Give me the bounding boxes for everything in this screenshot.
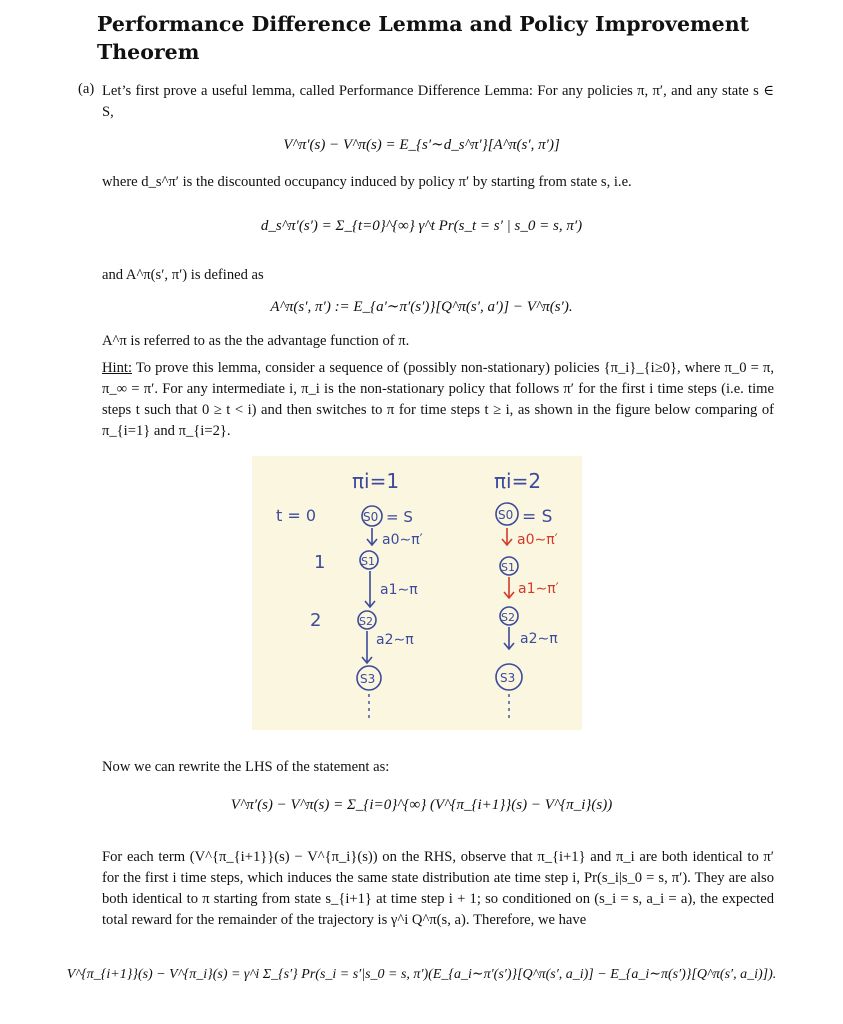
state-s3-col1: S3: [360, 672, 376, 686]
advantage-paragraph: A^π is referred to as the the advantage function of π.: [102, 333, 410, 349]
col2-header: πi=2: [494, 469, 542, 493]
equation-5: V^{π_{i+1}}(s) − V^{π_i}(s) = γ^i Σ_{s′} Pr(s_i = s′|s_0 = s, π′)(E_{a_i∼π′(s′)}[Q^π(s′, a_i)] − E_{a_i∼π(s′)}[Q^π(s′, a_i)]).: [66, 967, 777, 982]
action-col2-1: a1∼π′: [518, 581, 559, 597]
time-label-1: 1: [314, 552, 326, 573]
state-s0-col2: S0: [498, 508, 514, 522]
state-s2-col2: S2: [501, 611, 515, 624]
col1-start: = S: [386, 508, 413, 526]
action-col2-0: a0∼π′: [517, 532, 558, 548]
hint-paragraph: [102, 358, 774, 442]
col2-start: = S: [522, 507, 553, 527]
col1-header: πi=1: [352, 469, 400, 493]
state-s2-col1: S2: [359, 615, 373, 628]
state-s1-col2: S1: [501, 561, 515, 574]
equation-3: A^π(s′, π′) := E_{a′∼π′(s′)}[Q^π(s′, a′)] − V^π(s′).: [270, 299, 573, 315]
time-label-0: t = 0: [276, 506, 317, 525]
equation-1: V^π′(s) − V^π(s) = E_{s′∼d_s^π′}[A^π(s′, π′)]: [283, 137, 560, 153]
and-paragraph: and A^π(s′, π′) is defined as: [102, 267, 264, 283]
state-s3-col2: S3: [500, 671, 516, 685]
time-label-2: 2: [310, 610, 322, 631]
policy-comparison-figure: [252, 456, 582, 730]
action-col1-0: a0∼π′: [382, 532, 423, 548]
part-label: (a): [78, 81, 95, 97]
equation-2: d_s^π′(s′) = Σ_{t=0}^{∞} γ^t Pr(s_t = s′ | s_0 = s, π′): [260, 218, 583, 234]
state-s1-col1: S1: [361, 555, 375, 568]
column-2: [496, 503, 559, 718]
each-term-paragraph: For each term (V^{π_{i+1}}(s) − V^{π_i}(s)) on the RHS, observe that π_{i+1} and π_i are both identical to π′ for the first i time steps, which induces the same state distribution ate time step i, Pr(s_i|s_0 = s, π′). They are also both identical to π starting from state s_{i+1} at time step i + 1; so conditioned on (s_i = s, a_i = a), the expected total reward for the remainder of the trajectory is γ^i Q^π(s, a). Therefore, we have: [102, 849, 774, 928]
action-col1-1: a1∼π: [380, 582, 418, 598]
action-col1-2: a2∼π: [376, 632, 414, 648]
where-paragraph: where d_s^π′ is the discounted occupancy induced by policy π′ by starting from state s, i.e.: [102, 174, 632, 190]
hint-label: Hint:: [102, 360, 132, 376]
rewrite-paragraph: Now we can rewrite the LHS of the statement as:: [102, 759, 390, 775]
state-s0-col1: S0: [363, 510, 379, 524]
intro-paragraph: Let’s first prove a useful lemma, called Performance Difference Lemma: For any policies π, π′, and any state s ∈ S,: [102, 83, 774, 120]
equation-4: V^π′(s) − V^π(s) = Σ_{i=0}^{∞} (V^{π_{i+1}}(s) − V^{π_i}(s)): [230, 797, 613, 813]
column-1: [357, 506, 423, 718]
section-title: Performance Difference Lemma and Policy Improvement Theorem: [97, 12, 750, 64]
hint-text: To prove this lemma, consider a sequence of (possibly non-stationary) policies {π_i}_{i≥0}, where π_0 = π, π_∞ = π′. For any intermediate i, π_i is the non-stationary policy that follows π′ for the first i time steps (i.e. time steps t such that 0 ≥ t < i) and then switches to π for time steps t ≥ i, as shown in the figure below comparing of π_{i=1} and π_{i=2}.: [102, 360, 774, 439]
action-col2-2: a2∼π: [520, 631, 558, 647]
figure-drawing: [252, 456, 582, 730]
